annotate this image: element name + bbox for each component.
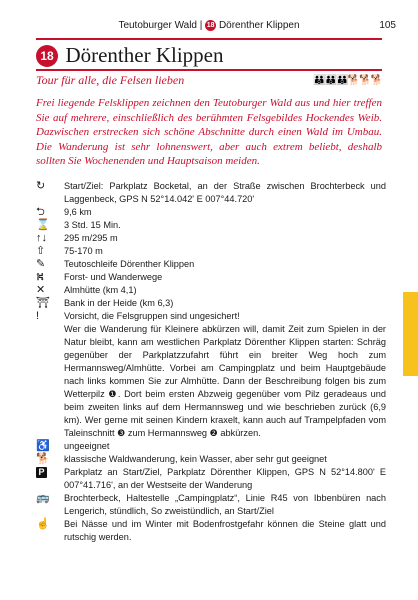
info-text: Vorsicht, die Felsgruppen sind ungesichert!: [64, 311, 240, 321]
info-text: Bei Nässe und im Winter mit Bodenfrostgefahr können die Steine glatt und rutschig werden.: [64, 519, 386, 542]
info-text: 295 m/295 m: [64, 233, 118, 243]
info-text: klassische Waldwanderung, kein Wasser, aber sehr gut geeignet: [64, 454, 327, 464]
info-row: [36, 245, 386, 258]
info-row: [36, 297, 386, 310]
info-row: [36, 518, 386, 544]
info-row: [36, 206, 386, 219]
info-text: Forst- und Wanderwege: [64, 272, 163, 282]
info-text: ungeeignet: [64, 441, 110, 451]
info-row: [36, 180, 386, 206]
tip-hand-icon: ☝: [36, 518, 50, 530]
dog-icon: 🐕: [36, 453, 50, 465]
tour-number-badge: 18: [36, 45, 58, 67]
info-row: [36, 271, 386, 284]
intro-paragraph: Frei liegende Felsklippen zeichnen den Teutoburger Wald aus und hier treffen Sie auf mehrere, einschließlich des berühmten Felsgebildes Hockendes Weib. Dazwischen erstrecken sich schöne Abschnitte durch einen Wald im Umbau. Die Wanderung ist sehr lohnenswert, aber auch extrem beliebt, deshalb sollten Sie Wochenenden und Hauptsaison meiden.: [36, 97, 382, 167]
bus-icon: 🚌: [36, 492, 50, 504]
info-text: Teutoschleife Dörenther Klippen: [64, 259, 195, 269]
info-row: [36, 492, 386, 518]
info-text: 75-170 m: [64, 246, 103, 256]
wheelchair-icon: ♿: [36, 440, 50, 452]
parking-icon: P: [36, 466, 64, 479]
info-row: [36, 466, 386, 492]
distance-icon: ⮌: [36, 206, 45, 218]
tour-title-text: Dörenther Klippen: [65, 43, 224, 67]
elevation-icon: ↑↓: [36, 232, 47, 244]
chapter-tab: [403, 292, 418, 376]
info-row: [36, 453, 386, 466]
family-icon: 👪👪👪: [313, 75, 348, 86]
info-row: [36, 440, 386, 453]
info-row: [36, 219, 386, 232]
tour-title: [36, 43, 382, 69]
bench-icon: ⛩: [36, 297, 50, 309]
header-title: [0, 20, 418, 31]
info-text: 9,6 km: [64, 207, 92, 217]
info-text: Parkplatz an Start/Ziel, Parkplatz Dörenther Klippen, GPS N 52°14.800' E 007°41.716', an der Westseite der Wanderung: [64, 467, 386, 490]
title-bottom-rule: [36, 69, 382, 71]
info-text: Almhütte (km 4,1): [64, 285, 137, 295]
header-tour-name: Dörenther Klippen: [218, 20, 300, 32]
header-tour-number-badge: 18: [206, 22, 215, 29]
warning-icon: !: [36, 310, 40, 322]
info-text: 3 Std. 15 Min.: [64, 220, 121, 230]
info-row: [36, 258, 386, 271]
page-number: 105: [379, 20, 396, 31]
info-row: [36, 232, 386, 245]
dog-icon: 🐕🐕🐕: [347, 75, 382, 86]
info-text: Bank in der Heide (km 6,3): [64, 298, 174, 308]
loop-icon: ↻: [36, 180, 46, 192]
info-row: [36, 323, 386, 440]
hourglass-icon: ⌛: [36, 219, 50, 231]
altitude-icon: ⇧: [36, 245, 46, 257]
running-header: [0, 18, 418, 36]
info-row: [36, 310, 386, 323]
path-type-icon: ⛕: [36, 271, 45, 283]
food-icon: ✕: [36, 284, 46, 296]
info-row: [36, 284, 386, 297]
header-region: Teutoburger Wald |: [118, 20, 203, 32]
title-top-rule: [36, 38, 382, 40]
info-text: Start/Ziel: Parkplatz Bocketal, an der Straße zwischen Brochterbeck und Laggenbeck, GPS N 52°14.042' E 007°44.720': [64, 181, 386, 204]
info-text: Wer die Wanderung für Kleinere abkürzen will, damit Zeit zum Spielen in der Natur bleibt, kann am westlichen Parkplatz Dörenther Klippen starten: Schräg gegenüber der Parkplatzzufahrt führt ein breiter Weg hoch zum Hermannsweg/Almhütte. Vorbei am Campingplatz und beim Hauptgebäude nach links kommen Sie zur Almhütte. Dann der Beschreibung folgen bis zum Wetterpilz ❶. Dort beim ersten Abzweig gegenüber vom Pilz geradeaus und beim zweiten links auf dem Hermannsweg und wie beschrieben zurück (6,9 km). Wer gerne mit seinen Kindern kraxelt, kann auch auf Trampelpfaden vom Taleinschnitt ❸ zum Hermannsweg ❷ abkürzen.: [64, 324, 386, 438]
tour-subtitle: Tour für alle, die Felsen lieben: [36, 73, 185, 87]
info-text: Brochterbeck, Haltestelle „Campingplatz“, Linie R45 von Ibbenbüren nach Lengerich, stündlich, So zweistündlich, an Start/Ziel: [64, 493, 386, 516]
trail-marker-icon: ✎: [36, 258, 46, 270]
suitability-icons: [313, 75, 382, 86]
tour-info-list: [36, 180, 386, 544]
